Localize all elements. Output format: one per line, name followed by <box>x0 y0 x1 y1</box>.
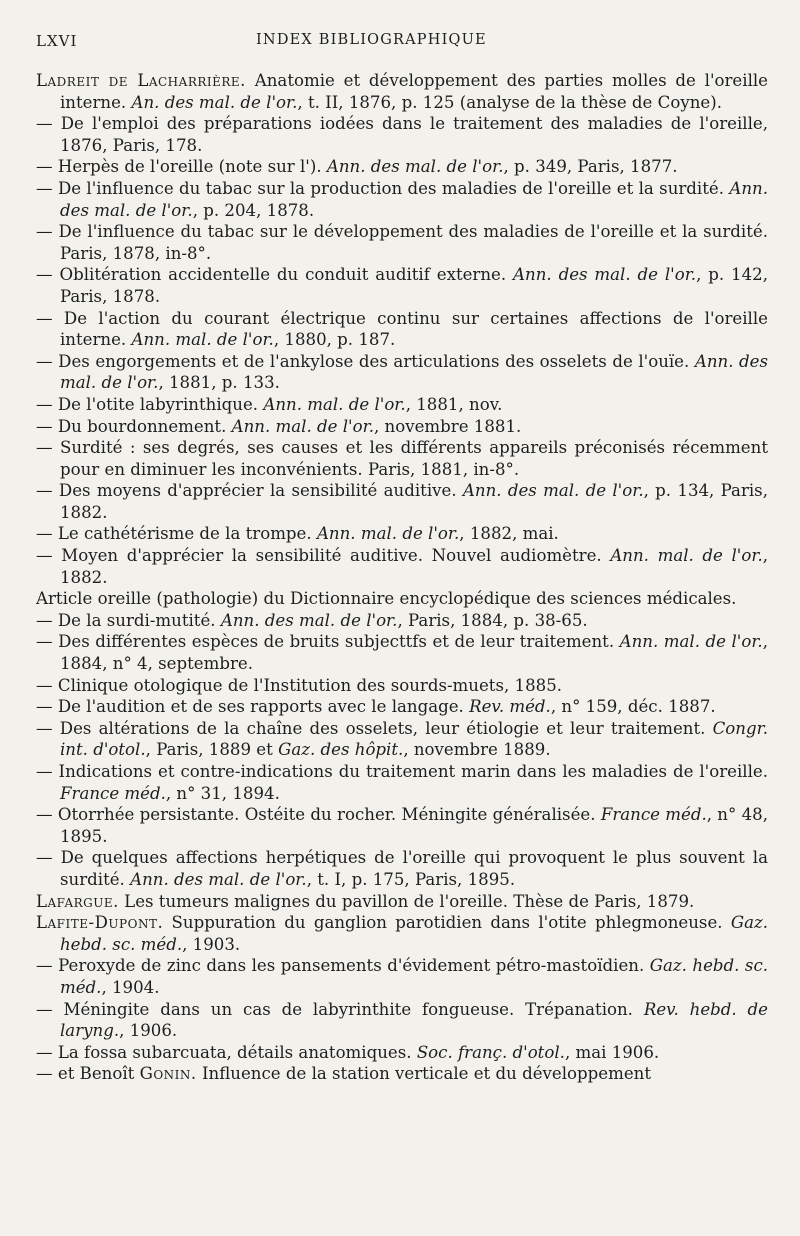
bibliography-entry <box>36 718 768 761</box>
bibliography-entry <box>36 351 768 394</box>
bibliography-entry <box>36 113 768 156</box>
entry-text: , t. II, 1876, p. 125 (analyse de la thèse de Coyne). <box>297 92 722 112</box>
journal-title: Ann. des mal. de l'or. <box>60 351 768 393</box>
entry-text: — Des altérations de la chaîne des osselets, leur étiologie et leur traitement. <box>36 718 713 738</box>
bibliography-entry <box>36 675 768 697</box>
entry-text: — Oblitération accidentelle du conduit auditif externe. <box>36 265 514 285</box>
journal-title: Ann. mal. de l'or. <box>316 524 460 544</box>
entry-text: — La fossa subarcuata, détails anatomiques. <box>36 1042 417 1062</box>
journal-title: Rev. hebd. de laryng. <box>60 999 769 1041</box>
entry-text: , n° 31, 1894. <box>165 783 280 803</box>
journal-title: Congr. int. d'otol. <box>60 718 768 760</box>
journal-title: Ann. mal. de l'or. <box>231 416 374 436</box>
bibliography-entry <box>36 264 768 307</box>
bibliography-entry <box>36 588 768 610</box>
entry-text: — De quelques affections herpétiques de l'oreille qui provoquent le plus souvent la surdité. <box>36 848 768 889</box>
entry-text: — Méningite dans un cas de labyrinthite fongueuse. Trépanation. <box>36 999 644 1019</box>
journal-title: Ann. des mal. de l'or. <box>462 481 644 501</box>
entry-text: Article oreille (pathologie) du Dictionnaire encyclopédique des sciences médicales. <box>36 589 737 609</box>
bibliography-entry <box>36 891 768 913</box>
entry-text: — Du bourdonnement. <box>36 416 232 436</box>
bibliography-entry <box>36 156 768 178</box>
page-number: LXVI <box>36 32 78 50</box>
author-name: Gonin. <box>139 1064 197 1084</box>
author-name: Ladreit de Lacharrière. <box>36 71 246 90</box>
entry-text: — De l'influence du tabac sur la production des maladies de l'oreille et la surdité. <box>36 178 730 198</box>
bibliography-entry <box>36 545 768 588</box>
entry-text: , p. 349, Paris, 1877. <box>503 157 678 177</box>
bibliography-entry <box>36 221 768 264</box>
entry-text: — Le cathétérisme de la trompe. <box>36 524 317 544</box>
entry-text: Suppuration du ganglion parotidien dans l'otite phlegmoneuse. <box>163 913 731 933</box>
entry-text: — Otorrhée persistante. Ostéite du rocher. Méningite généralisée. <box>36 805 601 825</box>
bibliography-entry <box>36 804 768 847</box>
entry-text: — De l'otite labyrinthique. <box>36 394 264 414</box>
journal-title: Ann. mal. de l'or. <box>619 632 763 652</box>
entry-text: , p. 142, Paris, 1878. <box>60 265 768 306</box>
entry-text: — Peroxyde de zinc dans les pansements d'évidement pétro-mastoïdien. <box>36 956 650 976</box>
entry-text: — Des moyens d'apprécier la sensibilité auditive. <box>36 481 463 501</box>
entry-text: — De l'action du courant électrique continu sur certaines affections de l'oreille interne. <box>36 308 768 350</box>
entry-text: — Clinique otologique de l'Institution des sourds-muets, 1885. <box>36 675 563 695</box>
journal-title: Ann. des mal. de l'or. <box>513 265 697 285</box>
bibliography-entry <box>36 178 768 221</box>
entry-text: Influence de la station verticale et du développement <box>196 1064 651 1084</box>
bibliography-entry <box>36 1063 768 1085</box>
entry-text: — De l'audition et de ses rapports avec le langage. <box>36 697 470 717</box>
bibliography-entry <box>36 955 768 998</box>
author-name: Lafite-Dupont. <box>36 913 164 933</box>
journal-title: Ann. des mal. de l'or. <box>60 178 768 220</box>
entry-text: , p. 134, Paris, 1882. <box>60 481 768 522</box>
bibliography-entry <box>36 1042 768 1064</box>
bibliography-entry <box>36 847 768 890</box>
running-title: INDEX BIBLIOGRAPHIQUE <box>256 32 487 48</box>
entry-text: — Surdité : ses degrés, ses causes et les différents appareils préconisés récemment pour en diminuer les inconvénients. Paris, 1881, in-8°. <box>36 438 768 479</box>
journal-title: Gaz. des hôpit. <box>278 740 404 760</box>
entry-text: — Des différentes espèces de bruits subjecttfs et de leur traitement. <box>36 632 620 652</box>
entry-text: , 1882. <box>60 546 768 587</box>
entry-text: — De l'influence du tabac sur le développement des maladies de l'oreille et la surdité. Paris, 1878, in-8°. <box>36 222 768 263</box>
entry-text: — Herpès de l'oreille (note sur l'). <box>36 157 327 177</box>
bibliography-entry <box>36 437 768 480</box>
journal-title: Rev. méd. <box>469 697 551 717</box>
bibliography-entry <box>36 631 768 674</box>
entry-text: — et Benoît <box>36 1064 140 1084</box>
entry-text: , 1882, mai. <box>459 524 559 544</box>
entry-text: Les tumeurs malignes du pavillon de l'oreille. Thèse de Paris, 1879. <box>118 891 695 911</box>
journal-title: Gaz. hebd. sc. méd. <box>60 956 769 997</box>
entry-text: — Des engorgements et de l'ankylose des articulations des osselets de l'ouïe. <box>36 351 695 371</box>
bibliography-entry <box>36 999 768 1042</box>
entry-text: Anatomie et développement des parties molles de l'oreille interne. <box>60 71 768 112</box>
entry-text: , n° 48, 1895. <box>60 805 768 846</box>
entry-text: , Paris, 1889 et <box>145 740 279 760</box>
journal-title: Ann. mal. de l'or. <box>263 394 406 414</box>
journal-title: Ann. des mal. de l'or. <box>326 157 504 177</box>
entry-text: , novembre 1889. <box>403 740 551 760</box>
journal-title: Ann. mal. de l'or. <box>610 546 763 566</box>
bibliography-entry <box>36 308 768 351</box>
bibliography-entry <box>36 912 768 955</box>
entry-text: , novembre 1881. <box>374 416 522 436</box>
entry-text: , n° 159, déc. 1887. <box>550 697 716 717</box>
bibliography-entry <box>36 70 768 113</box>
entry-text: , 1903. <box>182 934 241 954</box>
entry-text: , p. 204, 1878. <box>192 200 315 220</box>
entry-text: — Moyen d'apprécier la sensibilité auditive. Nouvel audiomètre. <box>36 546 611 566</box>
entry-text: , 1881, nov. <box>405 394 503 414</box>
journal-title: An. des mal. de l'or. <box>131 92 298 112</box>
journal-title: Ann. des mal. de l'or. <box>220 610 398 630</box>
journal-title: Ann. des mal. de l'or. <box>130 869 307 889</box>
entry-text: — De l'emploi des préparations iodées dans le traitement des maladies de l'oreille, 1876, Paris, 178. <box>36 114 768 155</box>
bibliography-entry <box>36 480 768 523</box>
bibliography-entry <box>36 761 768 804</box>
entry-text: — Indications et contre-indications du traitement marin dans les maladies de l'oreille. <box>36 762 768 781</box>
bibliography-entry <box>36 696 768 718</box>
journal-title: Ann. mal. de l'or. <box>131 330 274 350</box>
entry-text: , 1881, p. 133. <box>158 373 280 393</box>
entry-text: — De la surdi-mutité. <box>36 610 221 630</box>
bibliography-list <box>36 70 768 1085</box>
entry-text: , 1884, n° 4, septembre. <box>60 632 768 674</box>
journal-title: Soc. franç. d'otol. <box>416 1042 565 1062</box>
bibliography-entry <box>36 416 768 438</box>
entry-text: , mai 1906. <box>564 1042 660 1062</box>
journal-title: Gaz. hebd. sc. méd. <box>60 913 768 954</box>
journal-title: France méd. <box>60 783 166 803</box>
entry-text: , 1906. <box>119 1021 178 1041</box>
entry-text: , t. I, p. 175, Paris, 1895. <box>306 869 516 889</box>
page-header <box>36 30 768 70</box>
journal-title: France méd. <box>600 805 707 825</box>
bibliography-entry <box>36 394 768 416</box>
bibliography-entry <box>36 523 768 545</box>
author-name: Lafargue. <box>36 891 119 911</box>
entry-text: , Paris, 1884, p. 38-65. <box>397 610 588 630</box>
entry-text: , 1880, p. 187. <box>273 330 396 350</box>
entry-text: , 1904. <box>101 977 160 997</box>
bibliography-entry <box>36 610 768 632</box>
